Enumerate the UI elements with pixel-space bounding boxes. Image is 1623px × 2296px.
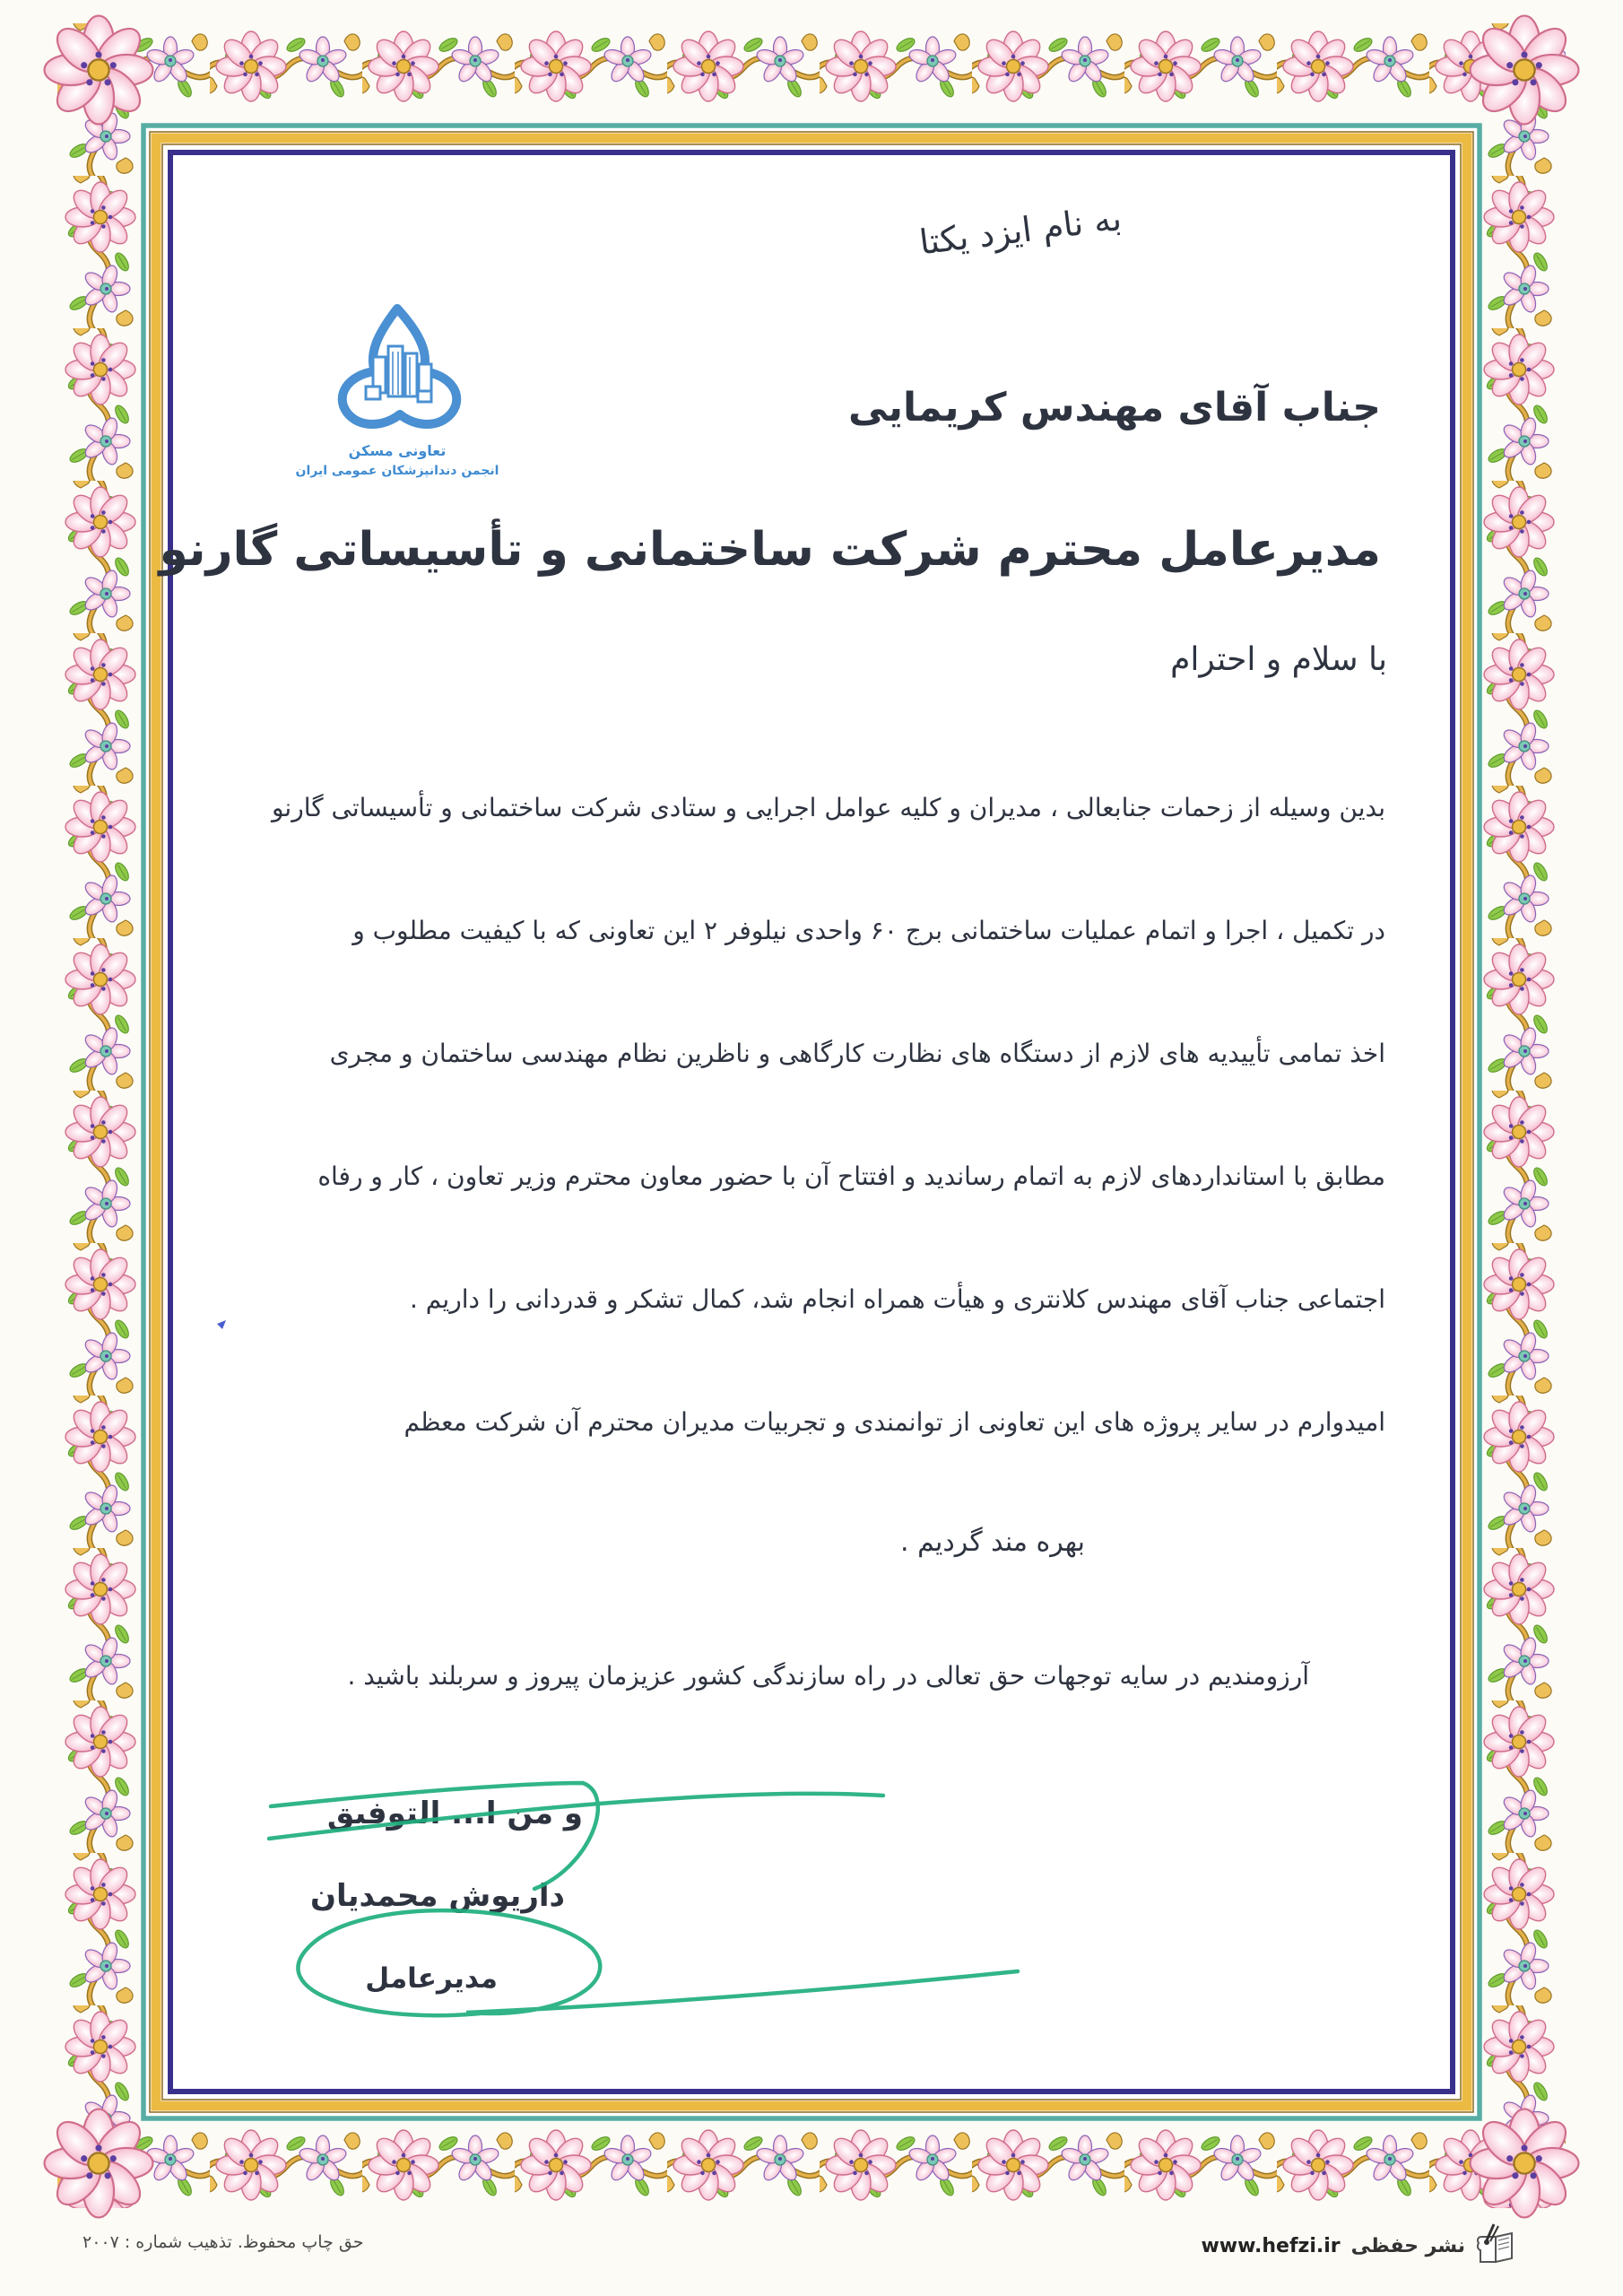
body-line-5: اجتماعی جناب آقای مهندس کلانتری و هیأت همراه انجام شد، کمال تشکر و قدردانی را داریم . [409, 1284, 1385, 1314]
closing-wish-line: آرزومندیم در سایه توجهات حق تعالی در راه سازندگی کشور عزیزمان پیروز و سربلند باشید . [347, 1661, 1309, 1691]
signatory-title: مدیرعامل [365, 1962, 498, 1995]
salutation-line: با سلام و احترام [1170, 641, 1387, 678]
signatory-name: داریوش محمدیان [309, 1878, 565, 1914]
letterhead-org-line2: انجمن دندانپزشکان عمومی ایران [295, 464, 499, 478]
body-closing-fragment: بهره مند گردیم . [900, 1526, 1085, 1558]
addressee-title-line: مدیرعامل محترم شرکت ساختمانی و تأسیساتی گارنو [159, 523, 1381, 577]
body-line-1: بدین وسیله از زحمات جنابعالی ، مدیران و کلیه عوامل اجرایی و ستادی شرکت ساختمانی و تأسیساتی گارنو [271, 793, 1385, 822]
publisher-logo-icon [1476, 2222, 1517, 2269]
copyright-note: حق چاپ محفوظ. تذهیب شماره : ۲۰۰۷ [82, 2232, 364, 2252]
letterhead-org-line1: تعاونی مسکن [348, 442, 447, 459]
publisher-url: www.hefzi.ir [1201, 2234, 1341, 2257]
publisher-name: نشر حفظی [1350, 2234, 1465, 2257]
cooperative-logo [330, 301, 464, 436]
addressee-name-line: جناب آقای مهندس کریمایی [847, 385, 1381, 430]
body-line-3: اخذ تمامی تأییدیه های لازم از دستگاه های نظارت کارگاهی و ناظرین نظام مهندسی ساختمان و مجری [329, 1039, 1385, 1068]
bismillah-line: به نام ایزد یکتا [916, 198, 1124, 263]
body-line-6: امیدوارم در سایر پروژه های این تعاونی از توانمندی و تجربیات مدیران محترم آن شرکت معظم [404, 1407, 1385, 1437]
body-line-2: در تکمیل ، اجرا و اتمام عملیات ساختمانی برج ۶۰ واحدی نیلوفر ۲ این تعاونی که با کیفیت مطلوب و [352, 916, 1385, 945]
body-line-4: مطابق با استانداردهای لازم به اتمام رساندید و افتتاح آن با حضور معاون محترم وزیر تعاون ، کار و رفاه [317, 1161, 1385, 1191]
signature-invocation: و من ا... التوفیق [326, 1796, 583, 1831]
publisher-credit [1201, 2222, 1517, 2269]
